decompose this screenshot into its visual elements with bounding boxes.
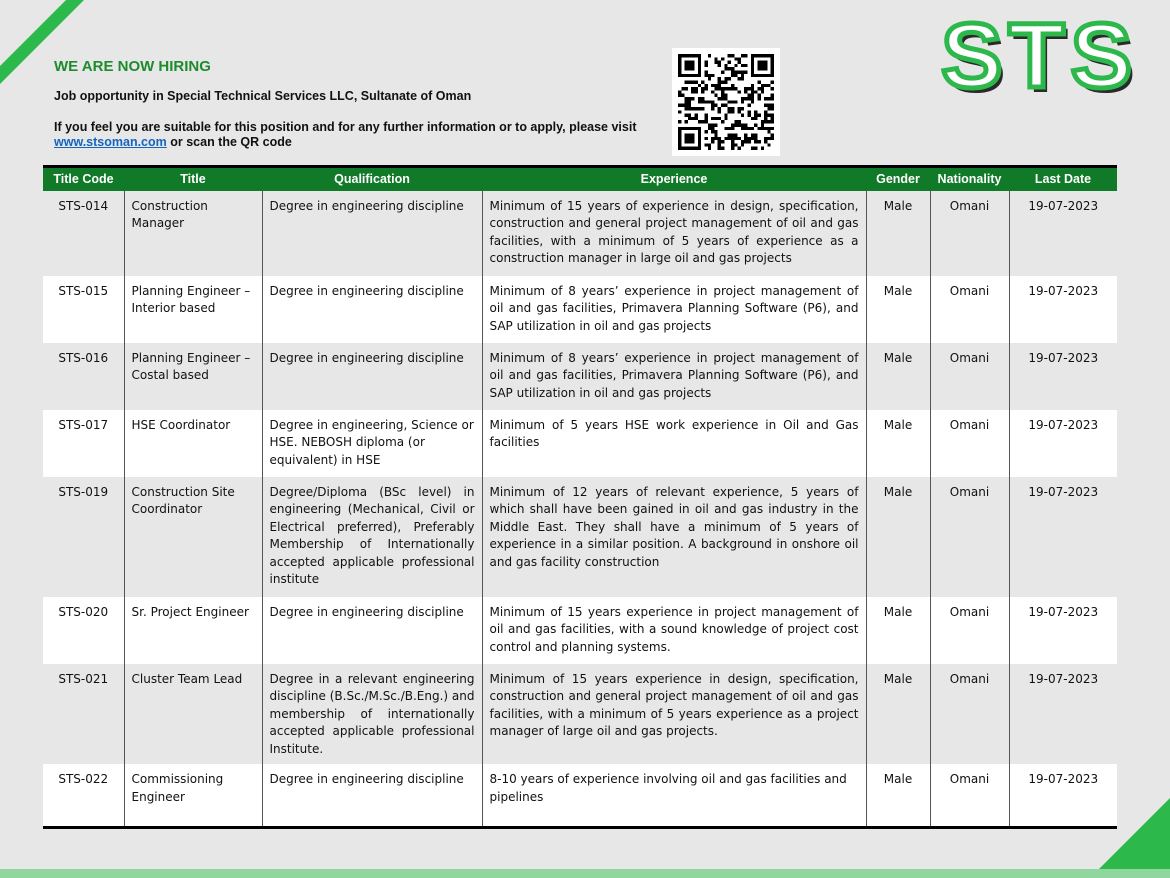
table-row [43,664,1117,765]
col-title-code: Title Code [43,167,124,191]
col-experience: Experience [482,167,866,191]
col-qualification: Qualification [262,167,482,191]
qr-code[interactable] [672,48,780,156]
cell-code: STS-020 [58,604,109,619]
table-row [43,191,1117,276]
cell-qualification: Degree in a relevant engineering discipline (B.Sc./M.Sc./B.Eng.) and membership of internationally accepted applicable professional Institute. [262,664,482,765]
cell-nationality: Omani [930,764,1009,827]
table-row [43,477,1117,597]
cell-code: STS-016 [58,350,109,365]
col-last-date: Last Date [1009,167,1117,191]
cell-code: STS-015 [58,283,109,298]
cell-experience: Minimum of 12 years of relevant experience, 5 years of which shall have been gained in oil and gas industry in the Middle East. They shall have a minimum of 5 years of experience in a similar position. A background in onshore oil and gas facility construction [482,477,866,597]
website-link[interactable]: www.stsoman.com [54,135,167,149]
table-row [43,764,1117,827]
table-row [43,276,1117,343]
cell-experience: Minimum of 5 years HSE work experience in Oil and Gas facilities [482,410,866,477]
cell-qualification: Degree in engineering discipline [262,764,482,827]
cell-title: Sr. Project Engineer [124,597,262,664]
cell-qualification: Degree in engineering discipline [262,343,482,410]
apply-instructions [54,120,674,150]
table-row [43,410,1117,477]
cell-last-date: 19-07-2023 [1009,343,1117,410]
cell-gender: Male [866,343,930,410]
table-row [43,597,1117,664]
cell-experience: Minimum of 15 years experience in project management of oil and gas facilities, with a sound knowledge of project cost control and planning systems. [482,597,866,664]
cell-qualification: Degree in engineering discipline [262,276,482,343]
cell-nationality: Omani [930,343,1009,410]
cell-title: Construction Manager [124,191,262,276]
cell-code: STS-017 [58,417,109,432]
cell-code: STS-019 [58,484,109,499]
cell-title: Planning Engineer – Interior based [124,276,262,343]
cell-nationality: Omani [930,597,1009,664]
col-title: Title [124,167,262,191]
cell-last-date: 19-07-2023 [1009,664,1117,765]
cell-nationality: Omani [930,664,1009,765]
cell-last-date: 19-07-2023 [1009,191,1117,276]
cell-title: HSE Coordinator [124,410,262,477]
cell-nationality: Omani [930,276,1009,343]
table-header-row [43,167,1117,191]
cell-gender: Male [866,664,930,765]
cell-title: Cluster Team Lead [124,664,262,765]
cell-code: STS-022 [58,772,109,786]
cell-qualification: Degree in engineering discipline [262,597,482,664]
job-table [43,165,1117,829]
cell-gender: Male [866,764,930,827]
cell-code: STS-021 [58,671,109,686]
cell-last-date: 19-07-2023 [1009,764,1117,827]
cell-title: Planning Engineer – Costal based [124,343,262,410]
qr-code-icon [678,54,774,150]
cell-experience: Minimum of 15 years experience in design, specification, construction and general project management of oil and gas facilities, with a minimum of 5 years experience as a project manager of large oil and gas projects. [482,664,866,765]
cell-gender: Male [866,276,930,343]
cell-experience: Minimum of 15 years of experience in design, specification, construction and general project management of oil and gas facilities, with a minimum of 5 years of experience as a construction manager in large oil and gas projects [482,191,866,276]
cell-qualification: Degree in engineering discipline [262,191,482,276]
col-gender: Gender [866,167,930,191]
cell-experience: Minimum of 8 years’ experience in project management of oil and gas facilities, Primavera Planning Software (P6), and SAP utilization in oil and gas projects [482,343,866,410]
cell-nationality: Omani [930,410,1009,477]
cell-gender: Male [866,597,930,664]
cell-nationality: Omani [930,477,1009,597]
sts-logo: STS [941,5,1138,107]
cell-gender: Male [866,410,930,477]
cell-nationality: Omani [930,191,1009,276]
cell-experience: 8-10 years of experience involving oil and gas facilities and pipelines [482,764,866,827]
cell-title: Construction Site Coordinator [124,477,262,597]
cell-experience: Minimum of 8 years’ experience in project management of oil and gas facilities, Primavera Planning Software (P6), and SAP utilization in oil and gas projects [482,276,866,343]
cell-code: STS-014 [58,198,109,213]
cell-last-date: 19-07-2023 [1009,597,1117,664]
hiring-heading: WE ARE NOW HIRING [54,58,211,75]
cell-last-date: 19-07-2023 [1009,477,1117,597]
corner-decoration-top-left-inner [0,0,66,66]
cell-gender: Male [866,191,930,276]
table-row [43,343,1117,410]
job-opportunity-text: Job opportunity in Special Technical Services LLC, Sultanate of Oman [54,89,472,103]
cell-last-date: 19-07-2023 [1009,410,1117,477]
apply-suffix: or scan the QR code [166,135,292,149]
cell-qualification: Degree/Diploma (BSc level) in engineering (Mechanical, Civil or Electrical preferred), Preferably Membership of Internationally accepted applicable professional institute [262,477,482,597]
apply-text: If you feel you are suitable for this position and for any further information or to apply, please visit [54,120,637,134]
cell-last-date: 19-07-2023 [1009,276,1117,343]
cell-qualification: Degree in engineering, Science or HSE. NEBOSH diploma (or equivalent) in HSE [262,410,482,477]
bottom-strip [0,869,1170,878]
cell-title: Commissioning Engineer [124,764,262,827]
cell-gender: Male [866,477,930,597]
col-nationality: Nationality [930,167,1009,191]
